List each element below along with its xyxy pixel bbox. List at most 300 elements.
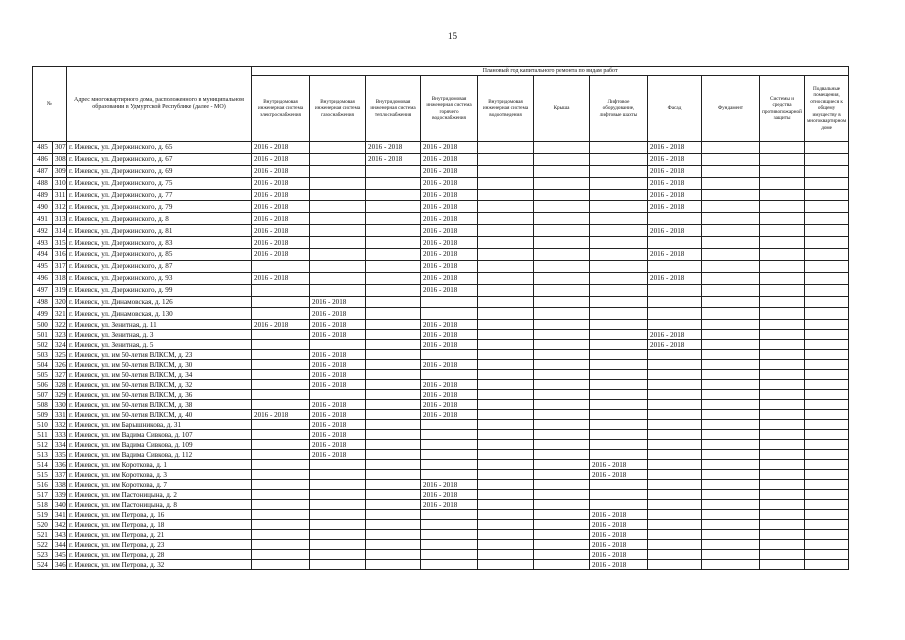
cell-elevator (590, 500, 648, 510)
cell-roof (534, 430, 590, 440)
row-mo-number: 308 (53, 153, 67, 165)
cell-drainage (478, 560, 534, 570)
cell-heating (366, 560, 421, 570)
cell-elevator (590, 225, 648, 237)
cell-fire-protection (760, 410, 805, 420)
cell-fire-protection (760, 308, 805, 320)
cell-fire-protection (760, 390, 805, 400)
cell-drainage (478, 500, 534, 510)
cell-facade (648, 460, 702, 470)
table-row (33, 520, 849, 530)
row-number: 502 (33, 340, 53, 350)
cell-drainage (478, 540, 534, 550)
row-address: г. Ижевск, ул. им 50-летия ВЛКСМ, д. 30 (67, 360, 252, 370)
cell-heating (366, 460, 421, 470)
header-work-heating: Внутридомовая инженерная система теплоснабжения (366, 76, 421, 142)
row-address: г. Ижевск, ул. Зенитная, д. 11 (67, 320, 252, 330)
row-mo-number: 337 (53, 470, 67, 480)
row-address: г. Ижевск, ул. им 50-летия ВЛКСМ, д. 23 (67, 350, 252, 360)
cell-facade (648, 400, 702, 410)
row-number: 522 (33, 540, 53, 550)
cell-gas: 2016 - 2018 (310, 350, 366, 360)
cell-fire-protection (760, 490, 805, 500)
cell-roof (534, 510, 590, 520)
row-number: 523 (33, 550, 53, 560)
cell-fire-protection (760, 225, 805, 237)
cell-roof (534, 520, 590, 530)
cell-gas (310, 390, 366, 400)
cell-elevator (590, 249, 648, 261)
cell-foundation (702, 260, 760, 272)
table-row (33, 460, 849, 470)
cell-hot-water: 2016 - 2018 (421, 390, 478, 400)
row-number: 513 (33, 450, 53, 460)
header-work-fire-protection: Системы и средства противопожарной защиты (760, 76, 805, 142)
cell-gas: 2016 - 2018 (310, 330, 366, 340)
cell-fire-protection (760, 450, 805, 460)
cell-electricity: 2016 - 2018 (252, 272, 310, 284)
cell-basement (805, 440, 849, 450)
cell-foundation (702, 470, 760, 480)
cell-drainage (478, 340, 534, 350)
row-number: 516 (33, 480, 53, 490)
row-number: 508 (33, 400, 53, 410)
cell-electricity (252, 450, 310, 460)
table-row (33, 340, 849, 350)
row-mo-number: 316 (53, 249, 67, 261)
row-address: г. Ижевск, ул. им Вадима Сивкова, д. 107 (67, 430, 252, 440)
row-address: г. Ижевск, ул. им Петрова, д. 21 (67, 530, 252, 540)
table-row (33, 284, 849, 296)
row-mo-number: 318 (53, 272, 67, 284)
cell-drainage (478, 370, 534, 380)
cell-gas: 2016 - 2018 (310, 440, 366, 450)
cell-basement (805, 350, 849, 360)
cell-heating (366, 490, 421, 500)
row-mo-number: 332 (53, 420, 67, 430)
row-address: г. Ижевск, ул. Дзержинского, д. 65 (67, 142, 252, 154)
cell-foundation (702, 225, 760, 237)
cell-drainage (478, 390, 534, 400)
cell-roof (534, 201, 590, 213)
cell-hot-water: 2016 - 2018 (421, 330, 478, 340)
cell-drainage (478, 308, 534, 320)
cell-drainage (478, 440, 534, 450)
header-address: Адрес многоквартирного дома, расположенного в муниципальном образовании в Удмуртской Республике (далее - МО) (67, 67, 252, 142)
cell-drainage (478, 470, 534, 480)
cell-elevator (590, 420, 648, 430)
table-row (33, 480, 849, 490)
cell-fire-protection (760, 237, 805, 249)
cell-heating (366, 330, 421, 340)
cell-fire-protection (760, 177, 805, 189)
cell-gas (310, 284, 366, 296)
cell-hot-water: 2016 - 2018 (421, 142, 478, 154)
row-number: 489 (33, 189, 53, 201)
header-num: № (33, 67, 67, 142)
cell-gas (310, 470, 366, 480)
cell-roof (534, 560, 590, 570)
row-mo-number: 315 (53, 237, 67, 249)
cell-foundation (702, 410, 760, 420)
cell-elevator (590, 350, 648, 360)
header-work-facade: Фасад (648, 76, 702, 142)
cell-electricity: 2016 - 2018 (252, 189, 310, 201)
table-row (33, 320, 849, 330)
cell-gas (310, 540, 366, 550)
cell-electricity (252, 490, 310, 500)
cell-roof (534, 440, 590, 450)
row-number: 518 (33, 500, 53, 510)
cell-facade (648, 540, 702, 550)
cell-roof (534, 177, 590, 189)
cell-electricity: 2016 - 2018 (252, 410, 310, 420)
row-mo-number: 329 (53, 390, 67, 400)
table-row (33, 260, 849, 272)
row-mo-number: 342 (53, 520, 67, 530)
row-mo-number: 328 (53, 380, 67, 390)
cell-basement (805, 400, 849, 410)
cell-roof (534, 249, 590, 261)
cell-electricity (252, 308, 310, 320)
table-row (33, 272, 849, 284)
cell-roof (534, 350, 590, 360)
table-row (33, 530, 849, 540)
cell-electricity (252, 510, 310, 520)
cell-elevator (590, 390, 648, 400)
row-mo-number: 335 (53, 450, 67, 460)
cell-electricity (252, 440, 310, 450)
cell-fire-protection (760, 284, 805, 296)
cell-elevator (590, 380, 648, 390)
cell-heating (366, 550, 421, 560)
row-number: 519 (33, 510, 53, 520)
table-row (33, 142, 849, 154)
row-mo-number: 311 (53, 189, 67, 201)
cell-drainage (478, 237, 534, 249)
cell-fire-protection (760, 272, 805, 284)
cell-roof (534, 410, 590, 420)
cell-foundation (702, 550, 760, 560)
row-mo-number: 341 (53, 510, 67, 520)
cell-electricity: 2016 - 2018 (252, 165, 310, 177)
cell-facade: 2016 - 2018 (648, 340, 702, 350)
cell-facade (648, 350, 702, 360)
cell-roof (534, 340, 590, 350)
cell-roof (534, 284, 590, 296)
cell-basement (805, 284, 849, 296)
row-mo-number: 307 (53, 142, 67, 154)
row-mo-number: 346 (53, 560, 67, 570)
cell-hot-water: 2016 - 2018 (421, 320, 478, 330)
cell-fire-protection (760, 153, 805, 165)
cell-elevator (590, 450, 648, 460)
cell-facade: 2016 - 2018 (648, 165, 702, 177)
row-number: 501 (33, 330, 53, 340)
row-address: г. Ижевск, ул. им Барышникова, д. 31 (67, 420, 252, 430)
row-mo-number: 312 (53, 201, 67, 213)
row-mo-number: 334 (53, 440, 67, 450)
row-number: 509 (33, 410, 53, 420)
header-work-hot-water: Внутридомовая инженерная система горячего водоснабжения (421, 76, 478, 142)
cell-gas (310, 550, 366, 560)
page-number: 15 (448, 31, 457, 41)
cell-drainage (478, 201, 534, 213)
row-number: 493 (33, 237, 53, 249)
cell-foundation (702, 380, 760, 390)
cell-gas (310, 249, 366, 261)
cell-heating (366, 272, 421, 284)
cell-heating (366, 530, 421, 540)
cell-hot-water (421, 520, 478, 530)
cell-electricity (252, 550, 310, 560)
cell-gas: 2016 - 2018 (310, 380, 366, 390)
cell-drainage (478, 213, 534, 225)
row-address: г. Ижевск, ул. Динамовская, д. 130 (67, 308, 252, 320)
table-row (33, 550, 849, 560)
cell-elevator (590, 260, 648, 272)
row-mo-number: 322 (53, 320, 67, 330)
table-row (33, 560, 849, 570)
cell-fire-protection (760, 296, 805, 308)
row-address: г. Ижевск, ул. им 50-летия ВЛКСМ, д. 34 (67, 370, 252, 380)
cell-fire-protection (760, 350, 805, 360)
cell-roof (534, 225, 590, 237)
cell-hot-water: 2016 - 2018 (421, 165, 478, 177)
row-address: г. Ижевск, ул. им Петрова, д. 18 (67, 520, 252, 530)
cell-fire-protection (760, 340, 805, 350)
table-row (33, 410, 849, 420)
cell-fire-protection (760, 249, 805, 261)
cell-electricity: 2016 - 2018 (252, 201, 310, 213)
cell-heating (366, 440, 421, 450)
cell-basement (805, 550, 849, 560)
cell-gas (310, 142, 366, 154)
cell-heating (366, 420, 421, 430)
cell-basement (805, 450, 849, 460)
cell-gas: 2016 - 2018 (310, 370, 366, 380)
cell-heating (366, 225, 421, 237)
row-mo-number: 336 (53, 460, 67, 470)
row-address: г. Ижевск, ул. им Пастоницына, д. 2 (67, 490, 252, 500)
cell-elevator (590, 370, 648, 380)
row-address: г. Ижевск, ул. Динамовская, д. 126 (67, 296, 252, 308)
cell-foundation (702, 420, 760, 430)
cell-fire-protection (760, 550, 805, 560)
cell-basement (805, 380, 849, 390)
cell-facade (648, 390, 702, 400)
row-number: 485 (33, 142, 53, 154)
row-number: 492 (33, 225, 53, 237)
table-row (33, 500, 849, 510)
cell-elevator: 2016 - 2018 (590, 470, 648, 480)
header-work-elevator: Лифтовое оборудование, лифтовые шахты (590, 76, 648, 142)
cell-foundation (702, 520, 760, 530)
row-mo-number: 345 (53, 550, 67, 560)
cell-roof (534, 189, 590, 201)
cell-gas: 2016 - 2018 (310, 450, 366, 460)
cell-facade (648, 380, 702, 390)
row-address: г. Ижевск, ул. им 50-летия ВЛКСМ, д. 40 (67, 410, 252, 420)
row-mo-number: 313 (53, 213, 67, 225)
cell-heating (366, 260, 421, 272)
table-row (33, 350, 849, 360)
cell-basement (805, 153, 849, 165)
cell-hot-water: 2016 - 2018 (421, 410, 478, 420)
cell-foundation (702, 510, 760, 520)
table-row (33, 510, 849, 520)
cell-roof (534, 490, 590, 500)
cell-hot-water: 2016 - 2018 (421, 340, 478, 350)
cell-drainage (478, 350, 534, 360)
cell-heating (366, 500, 421, 510)
cell-fire-protection (760, 460, 805, 470)
row-number: 510 (33, 420, 53, 430)
cell-elevator (590, 272, 648, 284)
cell-roof (534, 153, 590, 165)
cell-gas: 2016 - 2018 (310, 360, 366, 370)
cell-fire-protection (760, 420, 805, 430)
cell-hot-water: 2016 - 2018 (421, 360, 478, 370)
cell-electricity (252, 380, 310, 390)
cell-foundation (702, 142, 760, 154)
cell-fire-protection (760, 540, 805, 550)
cell-fire-protection (760, 260, 805, 272)
row-number: 494 (33, 249, 53, 261)
cell-drainage (478, 296, 534, 308)
cell-electricity: 2016 - 2018 (252, 142, 310, 154)
table-row (33, 470, 849, 480)
row-address: г. Ижевск, ул. Дзержинского, д. 93 (67, 272, 252, 284)
cell-basement (805, 177, 849, 189)
cell-elevator (590, 340, 648, 350)
table-row (33, 360, 849, 370)
row-mo-number: 324 (53, 340, 67, 350)
cell-foundation (702, 430, 760, 440)
cell-foundation (702, 400, 760, 410)
cell-roof (534, 380, 590, 390)
row-number: 496 (33, 272, 53, 284)
cell-hot-water: 2016 - 2018 (421, 480, 478, 490)
row-number: 499 (33, 308, 53, 320)
cell-basement (805, 296, 849, 308)
cell-heating (366, 410, 421, 420)
cell-hot-water (421, 560, 478, 570)
cell-fire-protection (760, 560, 805, 570)
cell-elevator (590, 480, 648, 490)
cell-electricity (252, 284, 310, 296)
cell-heating (366, 189, 421, 201)
cell-roof (534, 420, 590, 430)
row-mo-number: 339 (53, 490, 67, 500)
cell-heating (366, 213, 421, 225)
cell-foundation (702, 330, 760, 340)
cell-facade (648, 420, 702, 430)
cell-electricity: 2016 - 2018 (252, 213, 310, 225)
cell-heating (366, 237, 421, 249)
cell-electricity: 2016 - 2018 (252, 153, 310, 165)
cell-fire-protection (760, 360, 805, 370)
cell-electricity (252, 540, 310, 550)
cell-heating (366, 350, 421, 360)
cell-elevator (590, 440, 648, 450)
cell-foundation (702, 350, 760, 360)
cell-foundation (702, 490, 760, 500)
cell-heating (366, 284, 421, 296)
cell-gas (310, 225, 366, 237)
cell-elevator: 2016 - 2018 (590, 520, 648, 530)
cell-foundation (702, 213, 760, 225)
row-number: 517 (33, 490, 53, 500)
row-address: г. Ижевск, ул. Дзержинского, д. 67 (67, 153, 252, 165)
cell-drainage (478, 460, 534, 470)
cell-basement (805, 370, 849, 380)
row-number: 524 (33, 560, 53, 570)
cell-facade (648, 320, 702, 330)
cell-heating (366, 320, 421, 330)
cell-drainage (478, 142, 534, 154)
row-mo-number: 330 (53, 400, 67, 410)
cell-drainage (478, 330, 534, 340)
cell-hot-water: 2016 - 2018 (421, 400, 478, 410)
cell-facade (648, 470, 702, 480)
cell-drainage (478, 490, 534, 500)
cell-electricity (252, 480, 310, 490)
cell-heating (366, 540, 421, 550)
cell-foundation (702, 249, 760, 261)
cell-fire-protection (760, 213, 805, 225)
cell-heating (366, 177, 421, 189)
table-row (33, 420, 849, 430)
table-row (33, 380, 849, 390)
cell-roof (534, 308, 590, 320)
cell-electricity (252, 370, 310, 380)
table-row (33, 540, 849, 550)
cell-drainage (478, 153, 534, 165)
cell-fire-protection (760, 142, 805, 154)
cell-foundation (702, 440, 760, 450)
cell-gas (310, 201, 366, 213)
cell-foundation (702, 460, 760, 470)
cell-drainage (478, 550, 534, 560)
cell-basement (805, 540, 849, 550)
cell-roof (534, 480, 590, 490)
cell-basement (805, 237, 849, 249)
row-address: г. Ижевск, ул. им Вадима Сивкова, д. 109 (67, 440, 252, 450)
cell-roof (534, 530, 590, 540)
cell-drainage (478, 420, 534, 430)
cell-gas (310, 189, 366, 201)
cell-foundation (702, 500, 760, 510)
cell-elevator (590, 142, 648, 154)
cell-hot-water: 2016 - 2018 (421, 249, 478, 261)
cell-foundation (702, 340, 760, 350)
cell-basement (805, 213, 849, 225)
cell-elevator (590, 430, 648, 440)
cell-gas: 2016 - 2018 (310, 320, 366, 330)
cell-elevator (590, 213, 648, 225)
cell-basement (805, 520, 849, 530)
cell-foundation (702, 530, 760, 540)
header-plan-group: Плановый год капитального ремонта по видам работ (252, 67, 849, 76)
cell-hot-water: 2016 - 2018 (421, 272, 478, 284)
cell-facade (648, 500, 702, 510)
cell-facade: 2016 - 2018 (648, 249, 702, 261)
cell-heating (366, 520, 421, 530)
cell-facade (648, 550, 702, 560)
cell-gas (310, 153, 366, 165)
cell-elevator: 2016 - 2018 (590, 560, 648, 570)
